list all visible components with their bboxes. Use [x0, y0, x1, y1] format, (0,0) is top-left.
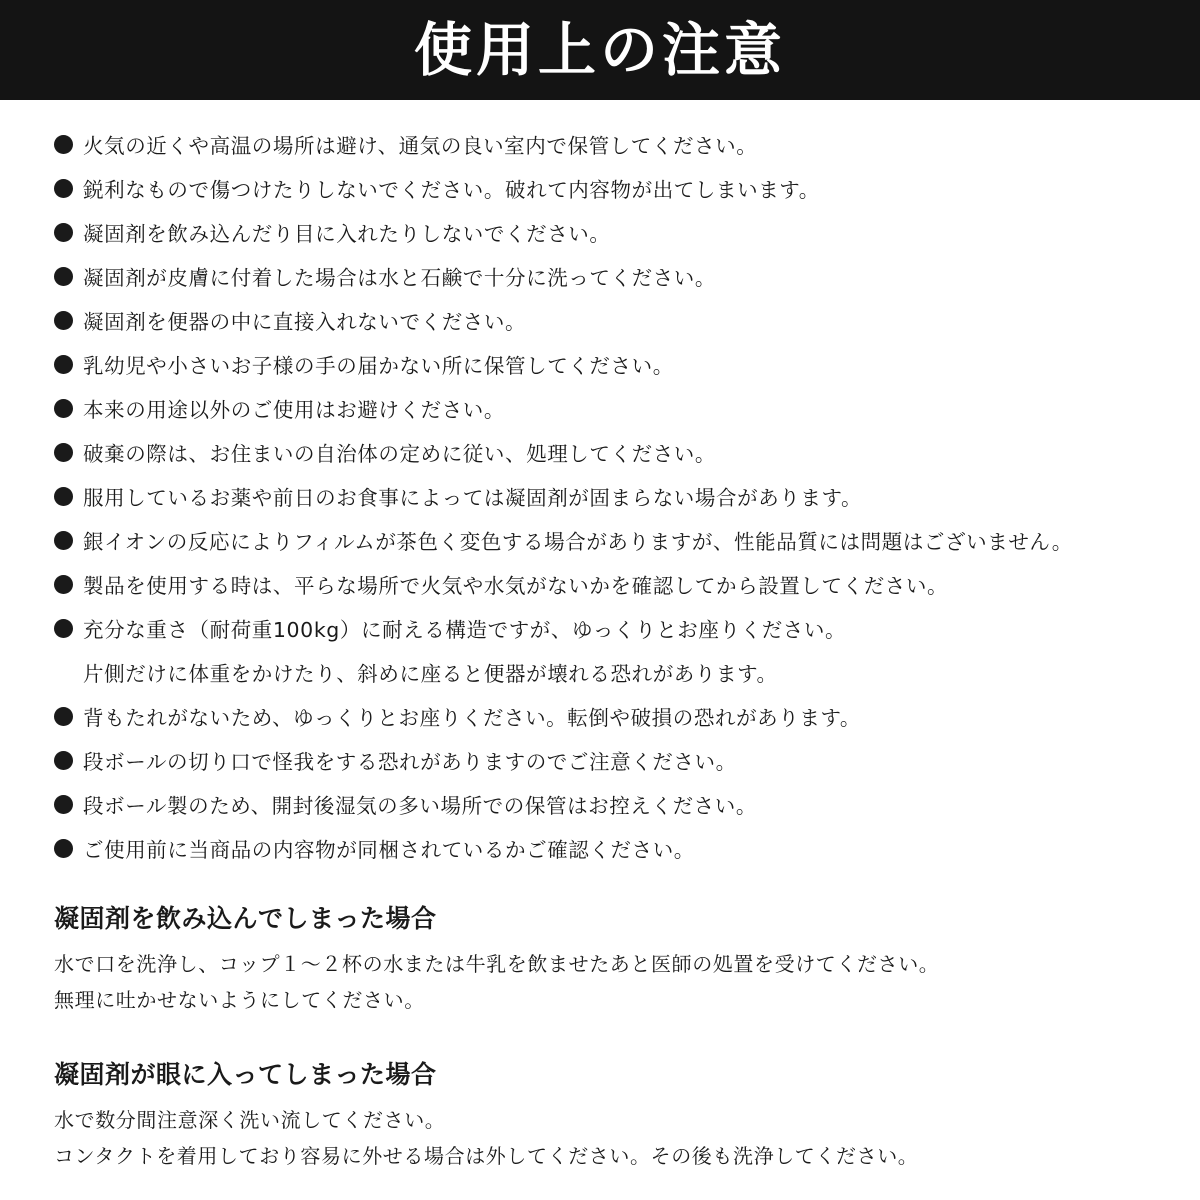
bullet-icon	[54, 311, 73, 330]
bullet-icon	[54, 487, 73, 506]
bullet-icon	[54, 707, 73, 726]
bullet-icon	[54, 443, 73, 462]
caution-item	[54, 166, 1194, 210]
caution-text: 火気の近くや高温の場所は避け、通気の良い室内で保管してください。	[83, 134, 758, 158]
caution-item	[54, 298, 1194, 342]
caution-item	[54, 562, 1194, 606]
caution-text: 服用しているお薬や前日のお食事によっては凝固剤が固まらない場合があります。	[83, 486, 863, 510]
caution-text: 製品を使用する時は、平らな場所で火気や水気がないかを確認してから設置してください。	[83, 574, 949, 598]
bullet-icon	[54, 223, 73, 242]
caution-text: 片側だけに体重をかけたり、斜めに座ると便器が壊れる恐れがあります。	[83, 662, 778, 686]
caution-text: 鋭利なもので傷つけたりしないでください。破れて内容物が出てしまいます。	[83, 178, 820, 202]
caution-text: 凝固剤を便器の中に直接入れないでください。	[83, 310, 527, 334]
caution-text: 段ボールの切り口で怪我をする恐れがありますのでご注意ください。	[83, 750, 737, 774]
bullet-icon	[54, 575, 73, 594]
section-heading: 凝固剤を飲み込んでしまった場合	[54, 904, 437, 933]
caution-text: 本来の用途以外のご使用はお避けください。	[83, 398, 505, 422]
caution-text: 凝固剤が皮膚に付着した場合は水と石鹸で十分に洗ってください。	[83, 266, 716, 290]
header-banner	[0, 0, 1200, 100]
caution-text: ご使用前に当商品の内容物が同梱されているかご確認ください。	[83, 838, 695, 862]
caution-list	[54, 122, 1194, 870]
caution-item	[54, 430, 1194, 474]
bullet-icon	[54, 751, 73, 770]
section-text: 水で口を洗浄し、コップ１～２杯の水または牛乳を飲ませたあと医師の処置を受けてください。	[54, 952, 940, 976]
caution-item	[54, 606, 1194, 650]
section-heading: 凝固剤が眼に入ってしまった場合	[54, 1060, 437, 1089]
bullet-icon	[54, 795, 73, 814]
caution-text: 充分な重さ（耐荷重100kg）に耐える構造ですが、ゆっくりとお座りください。	[83, 618, 847, 642]
swallowed-section	[54, 902, 1174, 1018]
caution-text: 乳幼児や小さいお子様の手の届かない所に保管してください。	[83, 354, 674, 378]
caution-text: 段ボール製のため、開封後湿気の多い場所での保管はお控えください。	[83, 794, 757, 818]
eye-contact-section	[54, 1058, 1174, 1174]
caution-item	[54, 738, 1194, 782]
caution-item	[54, 386, 1194, 430]
caution-text: 凝固剤を飲み込んだり目に入れたりしないでください。	[83, 222, 611, 246]
caution-item	[54, 122, 1194, 166]
caution-item	[54, 782, 1194, 826]
caution-item	[54, 694, 1194, 738]
caution-item	[54, 254, 1194, 298]
bullet-icon	[54, 135, 73, 154]
section-text: コンタクトを着用しており容易に外せる場合は外してください。その後も洗浄してください。	[54, 1144, 919, 1168]
bullet-icon	[54, 839, 73, 858]
section-text: 水で数分間注意深く洗い流してください。	[54, 1108, 446, 1132]
caution-item	[54, 342, 1194, 386]
bullet-icon	[54, 531, 73, 550]
caution-item	[54, 210, 1194, 254]
bullet-icon	[54, 619, 73, 638]
bullet-icon	[54, 179, 73, 198]
bullet-icon	[54, 399, 73, 418]
page-title: 使用上の注意	[413, 16, 786, 84]
bullet-icon	[54, 267, 73, 286]
caution-item	[54, 650, 1194, 694]
caution-text: 銀イオンの反応によりフィルムが茶色く変色する場合がありますが、性能品質には問題はございません。	[83, 530, 1073, 554]
caution-item	[54, 474, 1194, 518]
bullet-icon	[54, 355, 73, 374]
caution-item	[54, 826, 1194, 870]
caution-text: 背もたれがないため、ゆっくりとお座りください。転倒や破損の恐れがあります。	[83, 706, 862, 730]
section-text: 無理に吐かせないようにしてください。	[54, 988, 425, 1012]
caution-text: 破棄の際は、お住まいの自治体の定めに従い、処理してください。	[83, 442, 716, 466]
caution-item	[54, 518, 1194, 562]
